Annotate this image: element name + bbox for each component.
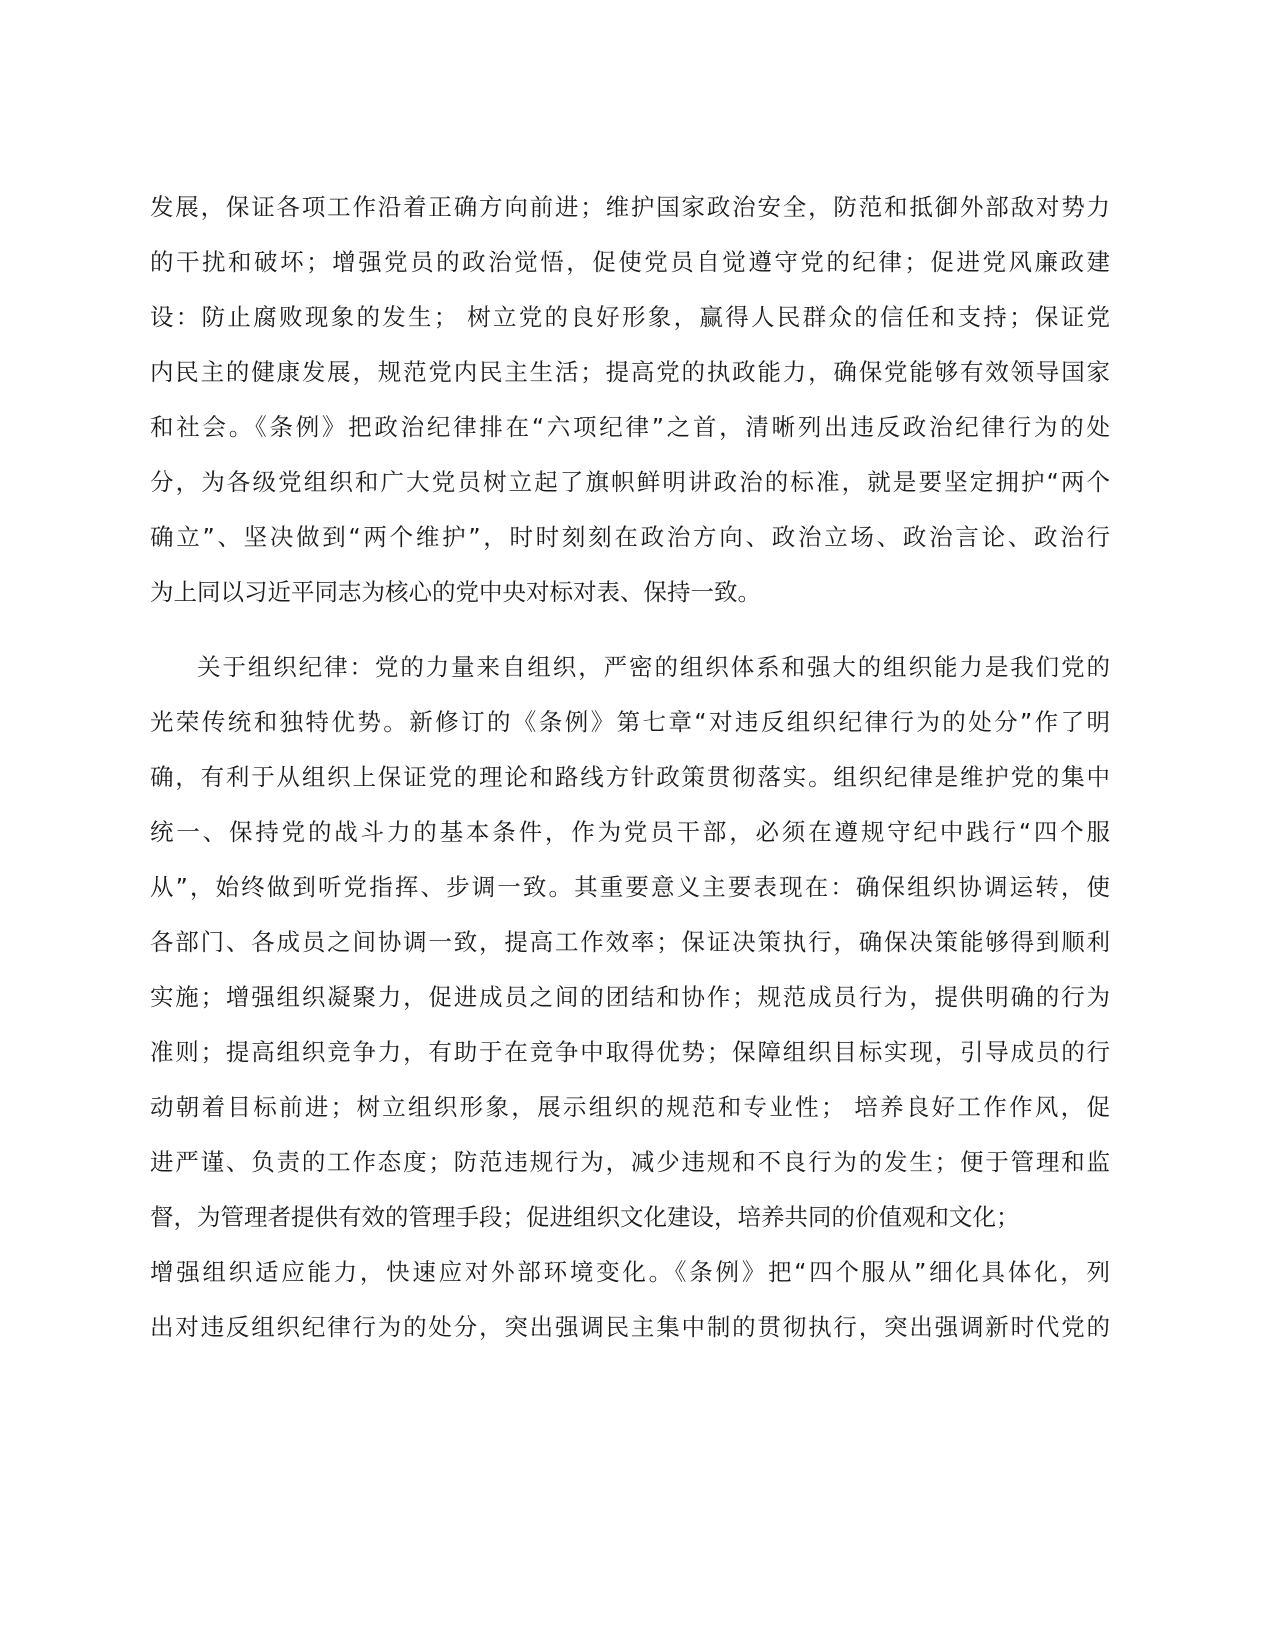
paragraph-line: 和社会。《条例》把政治纪律排在“六项纪律”之首，清晰列出违反政治纪律行为的处: [150, 413, 1110, 441]
paragraph-line: 准则；提高组织竞争力，有助于在竞争中取得优势；保障组织目标实现，引导成员的行: [150, 1038, 1110, 1066]
paragraph-line: 实施；增强组织凝聚力，促进成员之间的团结和协作；规范成员行为，提供明确的行为: [150, 983, 1110, 1011]
paragraph-line: 各部门、各成员之间协调一致，提高工作效率；保证决策执行，确保决策能够得到顺利: [150, 928, 1110, 956]
paragraph-line: 从”，始终做到听党指挥、步调一致。其重要意义主要表现在：确保组织协调运转，使: [150, 873, 1110, 901]
paragraph-line: 确立”、坚决做到“两个维护”，时时刻刻在政治方向、政治立场、政治言论、政治行: [150, 523, 1110, 551]
paragraph-line: 出对违反组织纪律行为的处分，突出强调民主集中制的贯彻执行，突出强调新时代党的: [150, 1313, 1110, 1341]
paragraph-line: 统一、保持党的战斗力的基本条件，作为党员干部，必须在遵规守纪中践行“四个服: [150, 818, 1110, 846]
paragraph-line: 关于组织纪律：党的力量来自组织，严密的组织体系和强大的组织能力是我们党的: [197, 653, 1110, 681]
paragraph-line: 的干扰和破坏；增强党员的政治觉悟，促使党员自觉遵守党的纪律；促进党风廉政建: [150, 248, 1110, 276]
paragraph-line: 分，为各级党组织和广大党员树立起了旗帜鲜明讲政治的标准，就是要坚定拥护“两个: [150, 468, 1110, 496]
paragraph-line: 设：防止腐败现象的发生； 树立党的良好形象，赢得人民群众的信任和支持；保证党: [150, 303, 1110, 331]
paragraph-line: 内民主的健康发展，规范党内民主生活；提高党的执政能力，确保党能够有效领导国家: [150, 358, 1110, 386]
paragraph-line: 增强组织适应能力，快速应对外部环境变化。《条例》把“四个服从”细化具体化，列: [150, 1258, 1110, 1286]
paragraph-line: 进严谨、负责的工作态度；防范违规行为，减少违规和不良行为的发生；便于管理和监: [150, 1148, 1110, 1176]
paragraph-line: 为上同以习近平同志为核心的党中央对标对表、保持一致。: [150, 578, 761, 606]
paragraph-line: 光荣传统和独特优势。新修订的《条例》第七章“对违反组织纪律行为的处分”作了明: [150, 708, 1110, 736]
paragraph-line: 动朝着目标前进；树立组织形象，展示组织的规范和专业性； 培养良好工作作风，促: [150, 1093, 1110, 1121]
paragraph-line: 督，为管理者提供有效的管理手段；促进组织文化建设，培养共同的价值观和文化；: [150, 1203, 1020, 1231]
paragraph-line: 确，有利于从组织上保证党的理论和路线方针政策贯彻落实。组织纪律是维护党的集中: [150, 763, 1110, 791]
paragraph-line: 发展，保证各项工作沿着正确方向前进；维护国家政治安全，防范和抵御外部敌对势力: [150, 193, 1110, 221]
